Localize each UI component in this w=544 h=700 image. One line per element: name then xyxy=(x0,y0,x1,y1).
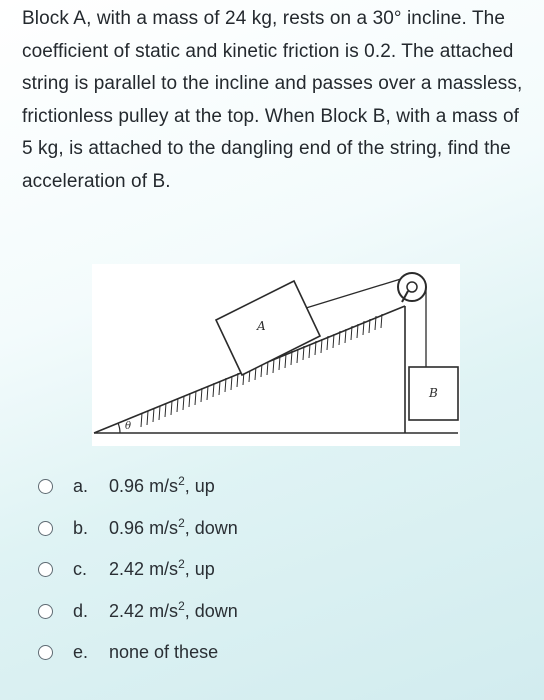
option-letter: a. xyxy=(73,476,89,497)
option-letter: c. xyxy=(73,559,88,580)
option-letter: d. xyxy=(73,600,89,621)
option-e[interactable] xyxy=(38,632,518,674)
radio-button[interactable] xyxy=(38,604,53,619)
option-text: none of these xyxy=(109,642,219,663)
option-letter: e. xyxy=(73,642,89,663)
question-text: Block A, with a mass of 24 kg, rests on a 30° incline. The coefficient of static and kinetic friction is 0.2. The attached string is parallel to the incline and passes over a massless, frictionless pulley at the top. When Block B, with a mass of 5 kg, is attached to the dangling end of the string, find the acceleration of B. xyxy=(22,8,523,192)
option-c[interactable] xyxy=(38,549,518,591)
block-b-label: B xyxy=(429,386,438,400)
radio-button[interactable] xyxy=(38,521,53,536)
incline-diagram xyxy=(92,264,460,446)
angle-arc xyxy=(118,423,120,433)
string-incline xyxy=(306,278,404,308)
incline-figure xyxy=(92,264,460,446)
option-text: 0.96 $m/s^2$, up xyxy=(109,474,215,497)
block-a xyxy=(216,281,320,375)
option-b[interactable] xyxy=(38,508,518,550)
angle-label: θ xyxy=(125,421,132,432)
pulley-axle xyxy=(407,282,417,292)
radio-button[interactable] xyxy=(38,562,53,577)
option-letter: b. xyxy=(73,517,89,538)
option-text: 2.42 $m/s^2$, down xyxy=(109,598,238,621)
option-text: 2.42 $m/s^2$, up xyxy=(109,557,215,580)
block-a-label: A xyxy=(257,319,266,333)
option-a[interactable] xyxy=(38,466,518,508)
radio-button[interactable] xyxy=(38,479,53,494)
option-d[interactable] xyxy=(38,591,518,633)
option-text: 0.96 $m/s^2$, down xyxy=(109,515,238,538)
radio-button[interactable] xyxy=(38,645,53,660)
answer-options xyxy=(38,466,518,674)
